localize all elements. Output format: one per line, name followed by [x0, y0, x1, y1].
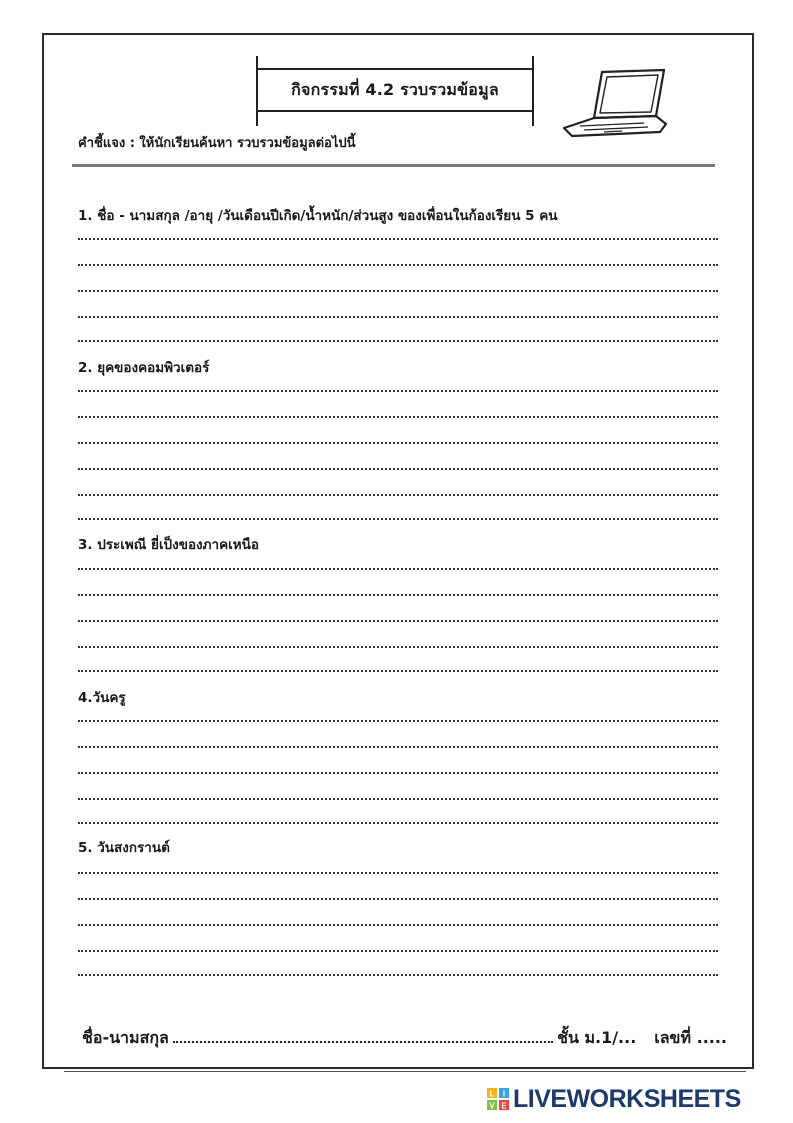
answer-line-3-5[interactable] — [78, 670, 718, 672]
answer-line-1-5[interactable] — [78, 340, 718, 342]
student-info-footer — [82, 1026, 727, 1051]
question-3: 3. ประเพณี ยี่เป็งของภาคเหนือ — [78, 537, 260, 553]
name-field[interactable] — [173, 1031, 553, 1043]
answer-line-5-2[interactable] — [78, 898, 718, 900]
answer-line-3-3[interactable] — [78, 620, 718, 622]
svg-text:E: E — [501, 1101, 507, 1110]
answer-line-4-4[interactable] — [78, 798, 718, 800]
answer-line-3-2[interactable] — [78, 594, 718, 596]
answer-line-3-4[interactable] — [78, 646, 718, 648]
liveworksheets-logo-icon — [487, 1088, 509, 1110]
brand-logo — [487, 1085, 741, 1113]
answer-line-1-1[interactable] — [78, 238, 718, 240]
laptop-icon — [560, 66, 670, 140]
question-5: 5. วันสงกรานต์ — [78, 840, 170, 856]
answer-line-5-1[interactable] — [78, 872, 718, 874]
answer-line-2-6[interactable] — [78, 518, 718, 520]
answer-line-1-2[interactable] — [78, 264, 718, 266]
svg-text:V: V — [489, 1101, 495, 1110]
class-label: ชั้น ม.1/... — [557, 1028, 637, 1047]
answer-line-5-5[interactable] — [78, 974, 718, 976]
question-1: 1. ชื่อ - นามสกุล /อายุ /วันเดือนปีเกิด/น้ำหนัก/ส่วนสูง ของเพื่อนในก้องเรียน 5 คน — [78, 208, 558, 224]
answer-line-1-3[interactable] — [78, 290, 718, 292]
worksheet-title: กิจกรรมที่ 4.2 รวบรวมข้อมูล — [291, 79, 499, 99]
answer-line-5-3[interactable] — [78, 924, 718, 926]
answer-line-2-5[interactable] — [78, 494, 718, 496]
svg-text:L: L — [489, 1089, 495, 1099]
answer-line-4-5[interactable] — [78, 822, 718, 824]
question-4: 4.วันครู — [78, 690, 126, 706]
answer-line-4-2[interactable] — [78, 746, 718, 748]
answer-line-2-3[interactable] — [78, 442, 718, 444]
answer-line-4-3[interactable] — [78, 772, 718, 774]
answer-line-4-1[interactable] — [78, 720, 718, 722]
header-divider — [72, 164, 715, 167]
title-box — [258, 68, 532, 112]
answer-line-3-1[interactable] — [78, 568, 718, 570]
brand-name: LIVEWORKSHEETS — [513, 1084, 741, 1113]
answer-line-2-4[interactable] — [78, 468, 718, 470]
answer-line-1-4[interactable] — [78, 316, 718, 318]
answer-line-2-2[interactable] — [78, 416, 718, 418]
name-label: ชื่อ-นามสกุล — [82, 1028, 169, 1047]
answer-line-5-4[interactable] — [78, 950, 718, 952]
answer-line-2-1[interactable] — [78, 390, 718, 392]
instructions-text: คำชี้แจง : ให้นักเรียนค้นหา รวบรวมข้อมูลต่อไปนี้ — [78, 136, 356, 151]
number-label: เลขที่ ..... — [654, 1028, 727, 1047]
question-2: 2. ยุคของคอมพิวเตอร์ — [78, 360, 210, 376]
svg-text:I: I — [502, 1089, 506, 1099]
